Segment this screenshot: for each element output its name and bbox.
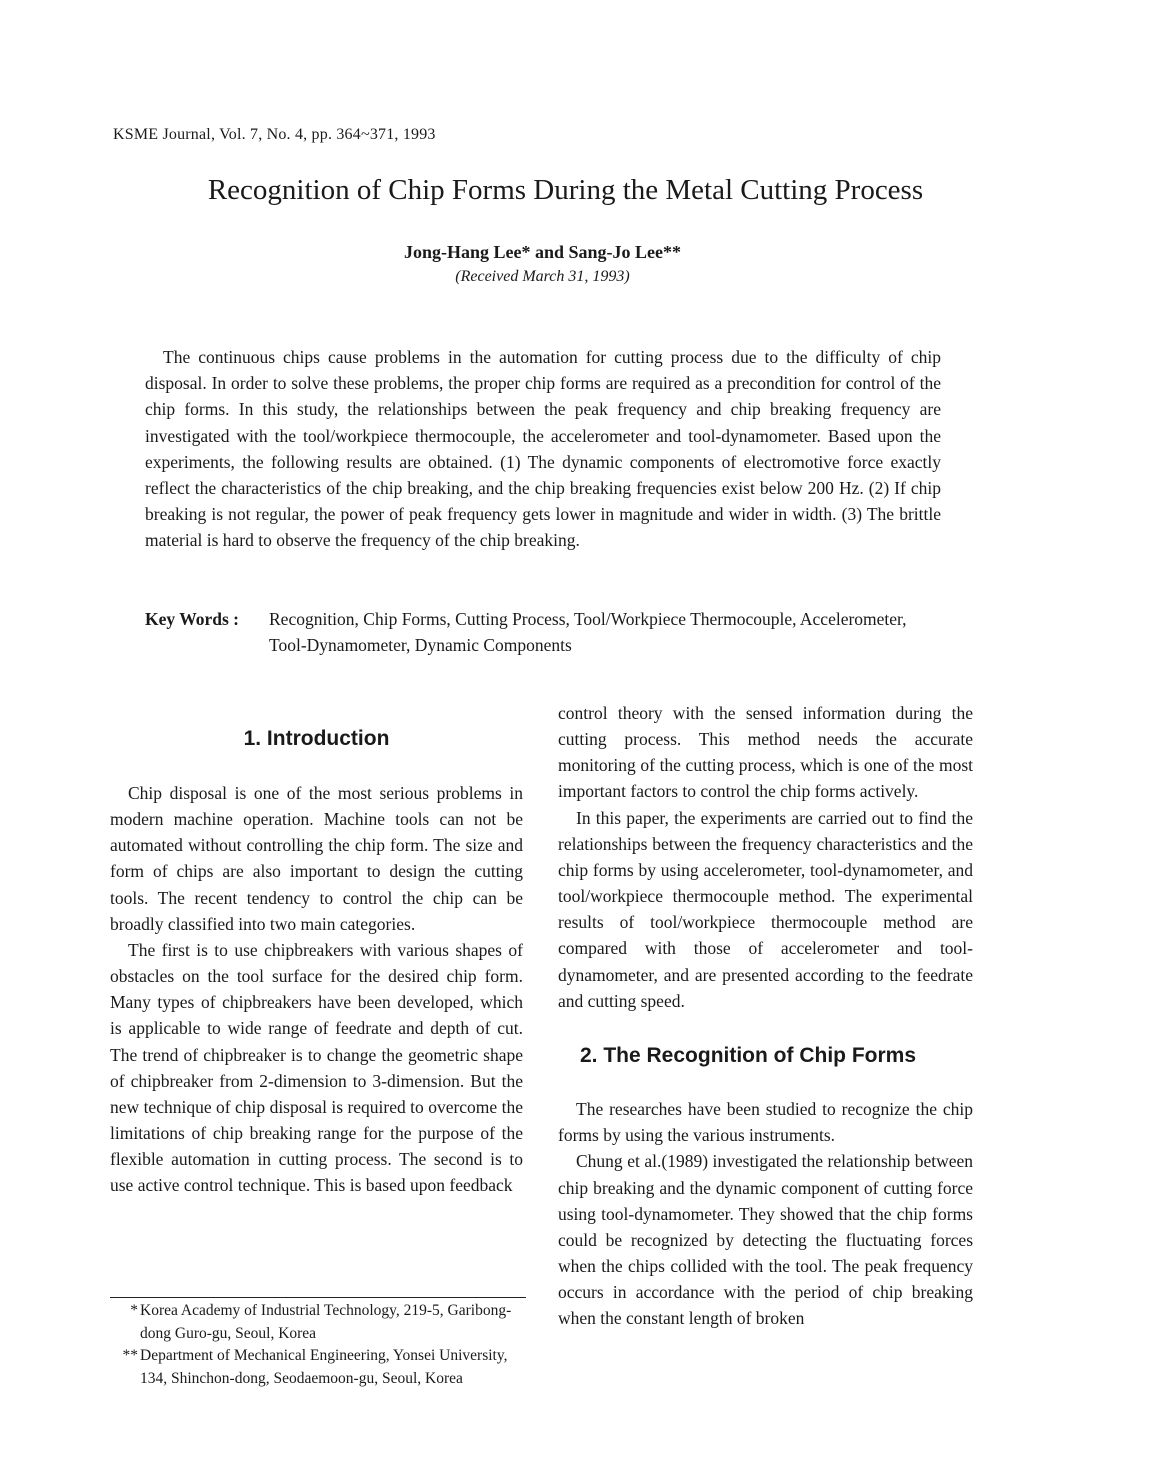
- received-date: (Received March 31, 1993): [455, 268, 630, 285]
- footnote: [112, 1345, 532, 1390]
- paragraph: In this paper, the experiments are carried out to find the relationships between the frequency characteristics and the chip forms by using accelerometer, tool-dynamometer, and tool/workpiece thermocouple method. The experimental results of tool/workpiece thermocouple method are compared with those of accelerometer and tool-dynamometer, and are presented according to the feedrate and cutting speed.: [558, 807, 973, 1011]
- footnote-divider: [110, 1297, 526, 1298]
- footnote-mark: **: [122, 1347, 138, 1364]
- abstract: The continuous chips cause problems in the automation for cutting process due to the difficulty of chip disposal. In order to solve these problems, the proper chip forms are required as a precondition for control of the chip forms. In this study, the relationships between the peak frequency and chip breaking frequency are investigated with the tool/workpiece thermocouple, the accelerometer and tool-dynamometer. Based upon the experiments, the following results are obtained. (1) The dynamic components of electromotive force exactly reflect the characteristics of the chip breaking, and the chip breaking frequencies exist below 200 Hz. (2) If chip breaking is not regular, the power of peak frequency gets lower in magnitude and wider in width. (3) The brittle material is hard to observe the frequency of the chip breaking.: [145, 347, 941, 551]
- footnote-text: Department of Mechanical Engineering, Yonsei University, 134, Shinchon-dong, Seodaemoon-gu, Seoul, Korea: [140, 1347, 508, 1387]
- paragraph: The first is to use chipbreakers with various shapes of obstacles on the tool surface for the desired chip form. Many types of chipbreakers have been developed, which is applicable to wide range of feedrate and depth of cut. The trend of chipbreaker is to change the geometric shape of chipbreaker from 2-dimension to 3-dimension. But the new technique of chip disposal is required to overcome the limitations of chip breaking range for the purpose of the flexible automation in cutting process. The second is to use active control technique. This is based upon feedback: [110, 939, 523, 1196]
- footnote-mark: *: [130, 1302, 138, 1319]
- keywords: [145, 606, 945, 658]
- section-heading-introduction: 1. Introduction: [243, 727, 390, 750]
- authors: Jong-Hang Lee* and Sang-Jo Lee**: [403, 242, 682, 262]
- paper-title: Recognition of Chip Forms During the Metal Cutting Process: [207, 174, 924, 206]
- left-column: [110, 780, 523, 1199]
- paragraph: Chip disposal is one of the most serious problems in modern machine operation. Machine tools can not be automated without controlling the chip form. The size and form of chips are also important to design the cutting tools. The recent tendency to control the chip can be broadly classified into two main categories.: [110, 783, 523, 934]
- footnote: [112, 1300, 532, 1345]
- keywords-text: Recognition, Chip Forms, Cutting Process, Tool/Workpiece Thermocouple, Accelerometer, Tool-Dynamometer, Dynamic Components: [269, 609, 907, 655]
- footnote-text: Korea Academy of Industrial Technology, 219-5, Garibong-dong Guro-gu, Seoul, Korea: [140, 1302, 512, 1342]
- paragraph: The researches have been studied to recognize the chip forms by using the various instruments.: [558, 1099, 973, 1146]
- right-column: [558, 700, 973, 1331]
- footnotes: [112, 1300, 532, 1390]
- paragraph: Chung et al.(1989) investigated the relationship between chip breaking and the dynamic component of cutting force using tool-dynamometer. They showed that the chip forms could be recognized by detecting the fluctuating forces when the chips collided with the tool. The peak frequency occurs in accordance with the period of chip breaking when the constant length of broken: [558, 1151, 973, 1329]
- keywords-label: Key Words :: [145, 609, 239, 629]
- section-heading-recognition: 2. The Recognition of Chip Forms: [580, 1043, 916, 1067]
- journal-reference: KSME Journal, Vol. 7, No. 4, pp. 364~371, 1993: [113, 126, 436, 143]
- paragraph-continuation: control theory with the sensed information during the cutting process. This method needs the accurate monitoring of the cutting process, which is one of the most important factors to control the chip forms actively.: [558, 703, 973, 802]
